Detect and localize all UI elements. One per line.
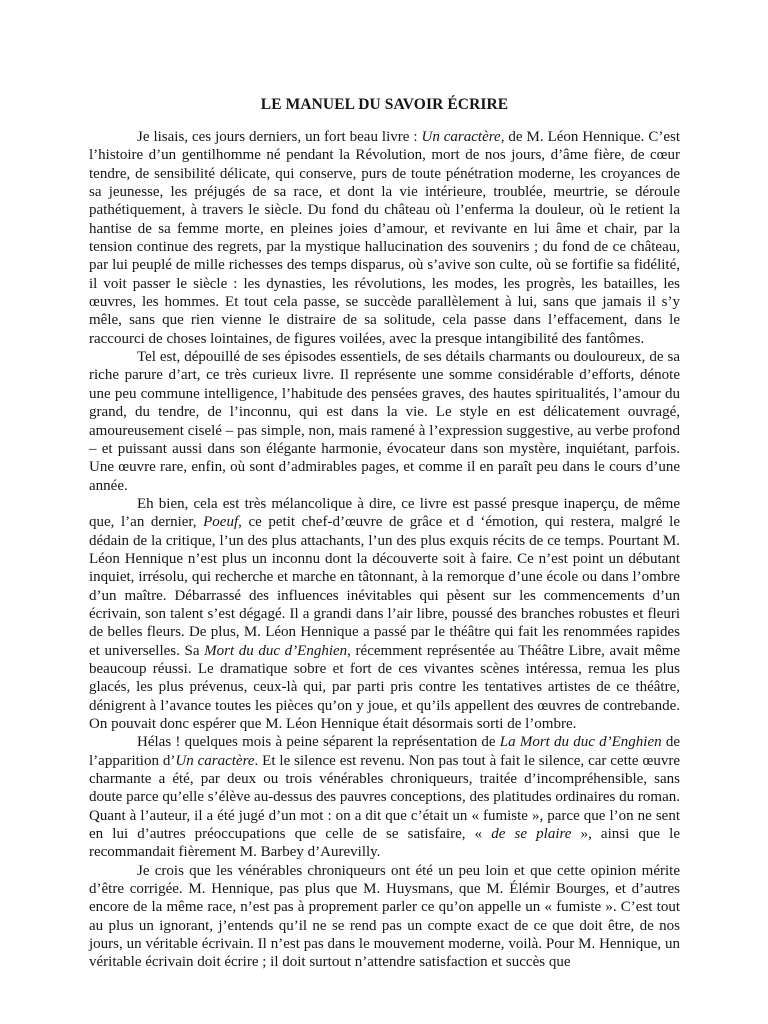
paragraph-1: [89, 128, 680, 348]
text-run: Je lisais, ces jours derniers, un fort beau livre :: [137, 129, 422, 145]
paragraph-2: [89, 348, 680, 495]
document-title: LE MANUEL DU SAVOIR ÉCRIRE: [260, 96, 509, 113]
text-run: Je crois que les vénérables chroniqueurs ont été un peu loin et que cette opinion mérite d’être corrigée. M. Hennique, pas plus que M. Huysmans, que M. Élémir Bourges, et d’autres encore de la même race, n’est pas à proprement parler ce qu’on appelle un « fumiste ». C’est tout au plus un ignorant, j’entends qu’il ne se rend pas un compte exact de ce que doit être, de nos jours, un véritable écrivain. Il n’est pas dans le mouvement moderne, voilà. Pour M. Hennique, un véritable écrivain doit écrire ; il doit surtout n’attendre satisfaction et succès que: [89, 862, 680, 971]
text-run: Eh bien, cela est très mélancolique à dire, ce livre est passé presque inaperçu, de même que, l’an dernier,: [89, 495, 680, 531]
text-run: , de M. Léon Hennique. C’est l’histoire d’un gentilhomme né pendant la Révolution, mort de nos jours, d’âme fière, de cœur tendre, de sensibilité délicate, qui conserve, purs de toute pénétration moderne, les croyances de sa jeunesse, les préjugés de sa race, et dont la vie intérieure, troublée, meurtrie, se déroule pathétiquement, à travers le siècle. Du fond du château où l’enferma la douleur, où le retient la hantise de sa femme morte, en pleines joies d’amour, et revivante en lui âme et chair, par la tension continue des regrets, par la mystique hallucination des souvenirs ; du fond de ce château, par lui peuplé de mille richesses des temps disparus, où s’avive son culte, où se fortifie sa fidélité, il voit passer le siècle : les dynasties, les révolutions, les modes, les progrès, les batailles, les œuvres, les hommes. Et tout cela passe, se succède parallèlement à lui, sans que jamais il s’y mêle, sans que rien vienne le distraire de sa solitude, cela passe dans l’effacement, dans le raccourci de choses lointaines, de figures voilées, avec la presque intangibilité des fantômes.: [89, 129, 681, 347]
paragraph-5: [89, 862, 680, 972]
text-run: , récemment représentée au Théâtre Libre, avait même beaucoup réussi. Le dramatique sobre et fort de ces vivantes scènes intéressa, remua les plus glacés, les plus prévenus, ceux-là qui, par parti pris contre les tentatives artistes de ce théâtre, dénigrent à l’avance toutes les pièces qu’on y joue, et qu’ils appellent des œuvres de contrebande. On pouvait donc espérer que M. Léon Hennique était désormais sorti de l’ombre.: [89, 642, 680, 732]
document-body: [89, 128, 680, 972]
italic-title-text: Mort du duc d’Enghien: [204, 642, 348, 659]
italic-title-text: Poeuf: [203, 514, 239, 531]
italic-title-text: Un caractère: [175, 752, 255, 769]
text-run: , ce petit chef-d’œuvre de grâce et d ‘émotion, qui restera, malgré le dédain de la critique, l’un des plus attachants, l’un des plus exquis récits de ce temps. Pourtant M. Léon Hennique n’est plus un inconnu dont la découverte soit à faire. Ce n’est point un débutant inquiet, irrésolu, qui recherche et marche en tâtonnant, à la remorque d’une école ou dans l’ombre d’un maître. Débarrassé des influences inévitables qui pèsent sur les commencements d’un écrivain, son talent s’est dégagé. Il a grandi dans l’air libre, poussé des branches robustes et fleuri de belles fleurs. De plus, M. Léon Hennique a passé par le théâtre qui fait les renommées rapides et universelles. Sa: [89, 514, 680, 659]
italic-title-text: Un caractère: [421, 129, 501, 145]
italic-title-text: La Mort du duc d’Enghien: [499, 734, 662, 751]
paragraph-4: [89, 733, 680, 861]
paragraph-3: [89, 495, 680, 733]
text-run: de l’apparition d’: [89, 734, 680, 769]
italic-title-text: de se plaire: [491, 826, 572, 843]
text-run: Hélas ! quelques mois à peine séparent la représentation de: [137, 734, 500, 751]
text-run: . Et le silence est revenu. Non pas tout à fait le silence, car cette œuvre charmante a été, par deux ou trois vénérables chroniqueurs, traitée d’incompréhensible, sans doute parce qu’elle s’élève au-dessus des pauvres conceptions, des platitudes ordinaires du roman. Quant à l’auteur, il a été jugé d’un mot : on a dit que c’était un « fumiste », parce que l’on ne sent en lui d’autres préoccupations que celle de se satisfaire, «: [89, 752, 680, 843]
text-run: », ainsi que le recommandait fièrement M. Barbey d’Aurevilly.: [89, 826, 680, 861]
text-run: Tel est, dépouillé de ses épisodes essentiels, de ses détails charmants ou douloureux, de sa riche parure d’art, ce très curieux livre. Il représente une somme considérable d’efforts, dénote une peu commune intelligence, l’habitude des pensées graves, des hautes spiritualités, l’amour du grand, du tendre, de l’inconnu, qui est dans la vie. Le style en est délicatement ouvragé, amoureusement ciselé – pas simple, non, mais ramené à l’expression suggestive, au verbe profond – et puissant aussi dans son élégante harmonie, évocateur dans son mystère, inquiétant, parfois. Une œuvre rare, enfin, où sont d’admirables pages, et comme il en paraît peu dans le cours d’une année.: [89, 349, 680, 494]
